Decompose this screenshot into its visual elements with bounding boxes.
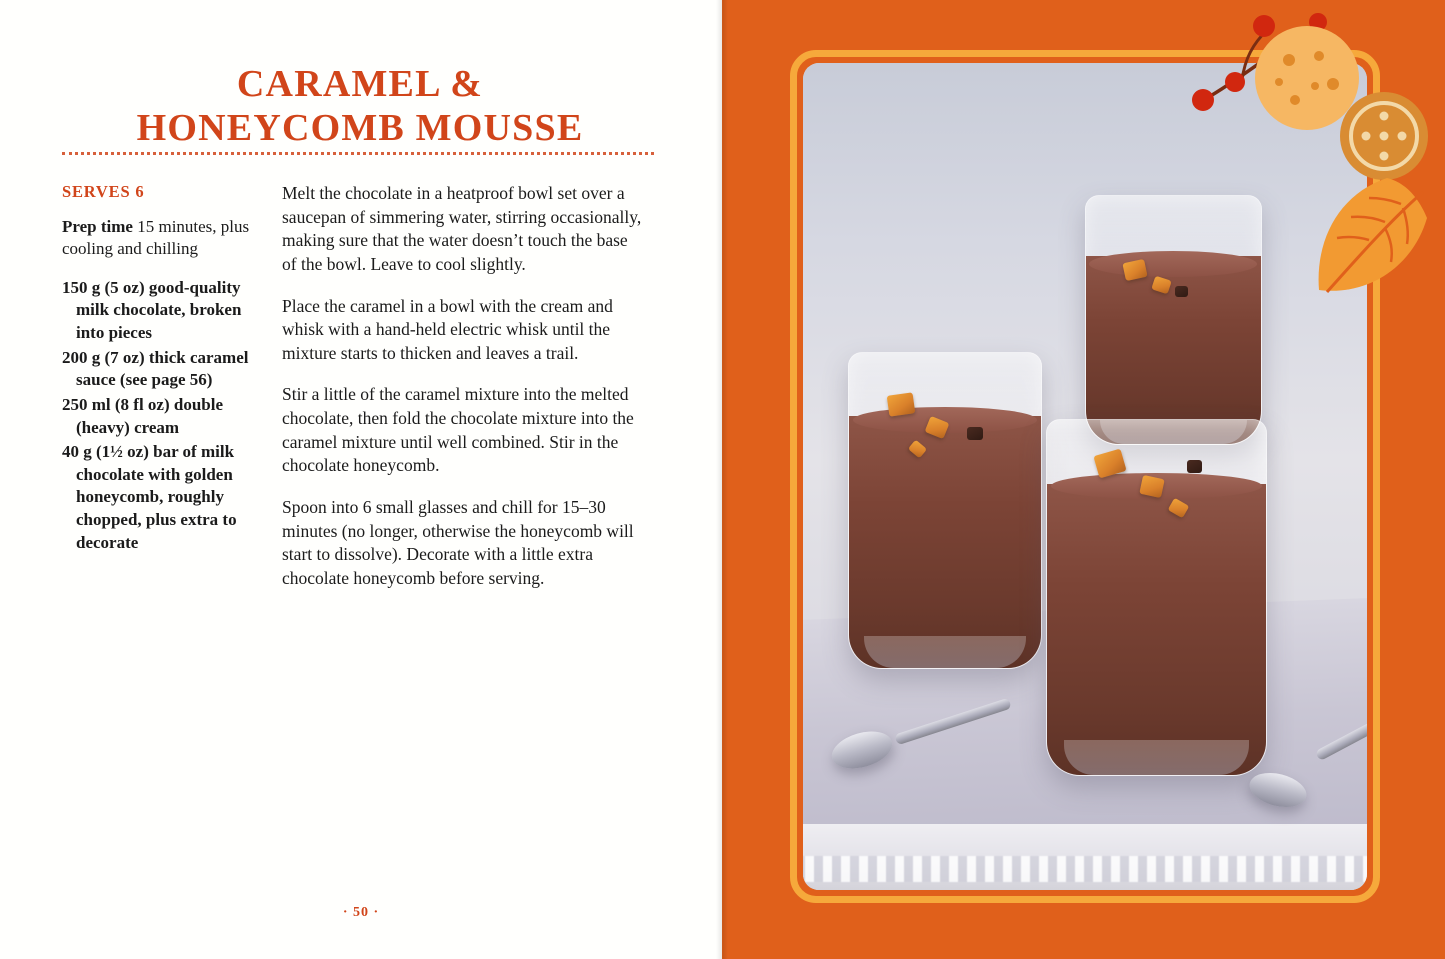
method-step: Stir a little of the caramel mixture into the melted chocolate, then fold the chocolate mixture into the caramel mixture until well combined. Stir in the chocolate honeycomb. <box>282 384 634 476</box>
title-line-1: CARAMEL & <box>236 63 484 105</box>
prep-time <box>62 216 262 261</box>
list-item: 200 g (7 oz) thick caramel sauce (see page 56) <box>62 347 249 390</box>
photo-beaded-trim <box>803 856 1367 882</box>
mousse-fill <box>1086 256 1261 445</box>
mousse-glass-left <box>848 352 1042 668</box>
mousse-glass-front <box>1046 419 1268 777</box>
left-page <box>0 0 722 959</box>
page-title <box>60 62 660 150</box>
mousse-fill <box>1047 484 1267 776</box>
mousse-surface <box>1089 251 1257 277</box>
method-step: Place the caramel in a bowl with the cream and whisk with a hand-held electric whisk until the mixture starts to thicken and leaves a trail. <box>282 295 613 363</box>
honeycomb-crumb <box>1140 474 1165 497</box>
mousse-fill <box>849 416 1041 667</box>
glass-base <box>1064 740 1249 776</box>
page-fold-shadow <box>716 0 728 959</box>
ingredients-list <box>62 277 262 554</box>
mousse-glass-back <box>1085 195 1262 445</box>
method-step: Melt the chocolate in a heatproof bowl set over a saucepan of simmering water, stirring occasionally, making sure that the water doesn’t touch the base of the bowl. Leave to cool slightly. <box>282 183 642 274</box>
prep-time-label: Prep time <box>62 217 138 236</box>
chocolate-chunk <box>967 427 983 440</box>
list-item: 40 g (1½ oz) bar of milk chocolate with golden honeycomb, roughly chopped, plus extra to decorate <box>62 442 237 552</box>
chocolate-chunk <box>1187 460 1202 473</box>
right-page <box>722 0 1445 959</box>
honeycomb-crumb <box>886 392 915 416</box>
divider <box>62 152 654 158</box>
ingredients-column <box>62 182 262 608</box>
glass-base <box>864 636 1025 667</box>
title-line-2: HONEYCOMB MOUSSE <box>136 107 584 150</box>
list-item: 150 g (5 oz) good-quality milk chocolate, broken into pieces <box>62 277 242 343</box>
method-step: Spoon into 6 small glasses and chill for 15–30 minutes (no longer, otherwise the honeycomb will start to dissolve). Decorate with a little extra chocolate honeycomb before serving. <box>282 496 634 588</box>
method-column <box>282 182 642 608</box>
serves-label: SERVES 6 <box>62 182 145 201</box>
list-item: 250 ml (8 fl oz) double (heavy) cream <box>62 394 224 437</box>
recipe-columns <box>62 182 658 608</box>
chocolate-chunk <box>1175 286 1188 297</box>
recipe-photo <box>803 63 1367 890</box>
page-number: · 50 · <box>342 905 380 920</box>
prep-time-value: 15 minutes, plus cooling and chilling <box>62 217 250 259</box>
